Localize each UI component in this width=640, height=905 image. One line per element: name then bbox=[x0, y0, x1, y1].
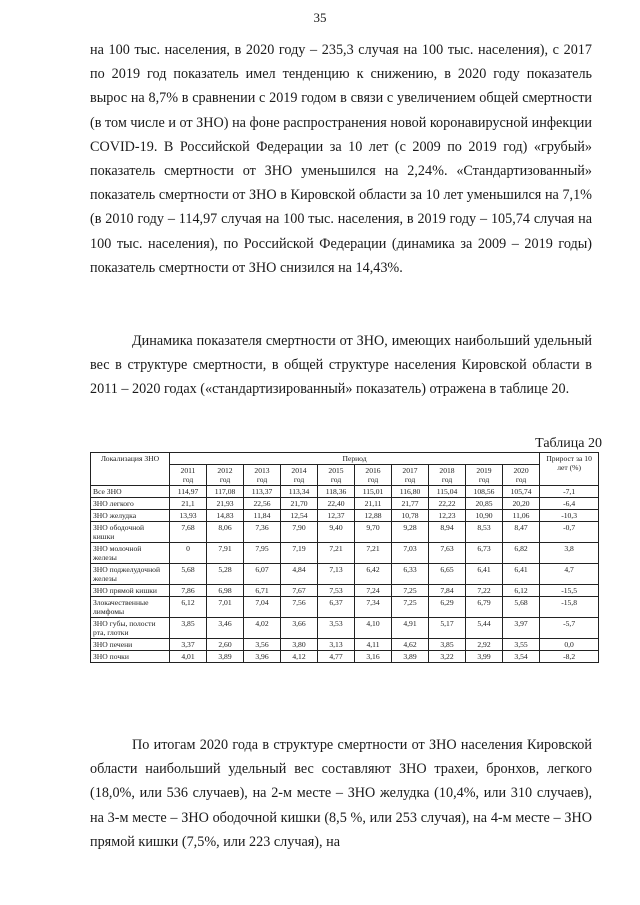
header-year bbox=[318, 465, 355, 486]
year-value: 2020 bbox=[513, 466, 529, 475]
row-value: 0 bbox=[170, 543, 207, 564]
row-value: 7,04 bbox=[244, 597, 281, 618]
row-label: ЗНО желудка bbox=[91, 510, 170, 522]
table-row bbox=[91, 486, 599, 498]
row-value: 113,37 bbox=[244, 486, 281, 498]
year-suffix: год bbox=[219, 475, 231, 484]
header-year bbox=[207, 465, 244, 486]
year-value: 2015 bbox=[328, 466, 344, 475]
row-value: 14,83 bbox=[207, 510, 244, 522]
row-value: 8,53 bbox=[466, 522, 503, 543]
paragraph-table-intro: Динамика показателя смертности от ЗНО, имеющих наибольший удельный вес в структуре смертности, в общей структуре населения Кировской области в 2011 – 2020 годах («стандартизированный» показатель) отражена в таблице 20. bbox=[90, 333, 592, 398]
row-value: 21,1 bbox=[170, 498, 207, 510]
header-year bbox=[466, 465, 503, 486]
row-value: 7,01 bbox=[207, 597, 244, 618]
row-value: 12,54 bbox=[281, 510, 318, 522]
mortality-table bbox=[90, 452, 599, 663]
paragraph-2020-structure: По итогам 2020 года в структуре смертности от ЗНО населения Кировской области наибольший удельный вес составляют ЗНО трахеи, бронхов, легкого (18,0%, или 536 случаев), на 2-м месте – ЗНО желудка (10,4%, или 310 случаев), на 3-м месте – ЗНО ободочной кишки (8,5 %, или 253 случая), на 4-м месте – ЗНО прямой кишки (7,5%, или 223 случая), на bbox=[90, 737, 592, 850]
row-value: 6,65 bbox=[429, 564, 466, 585]
table-row bbox=[91, 639, 599, 651]
year-value: 2011 bbox=[180, 466, 196, 475]
row-value: 7,25 bbox=[392, 585, 429, 597]
year-suffix: год bbox=[330, 475, 342, 484]
table-row bbox=[91, 522, 599, 543]
table-caption: Таблица 20 bbox=[535, 436, 602, 451]
row-value: 4,02 bbox=[244, 618, 281, 639]
year-suffix: год bbox=[441, 475, 453, 484]
row-value: 6,98 bbox=[207, 585, 244, 597]
row-value: 4,10 bbox=[355, 618, 392, 639]
row-value: 7,22 bbox=[466, 585, 503, 597]
row-value: 10,78 bbox=[392, 510, 429, 522]
row-value: 6,41 bbox=[466, 564, 503, 585]
row-value: 3,89 bbox=[207, 651, 244, 663]
row-value: 12,23 bbox=[429, 510, 466, 522]
table-row bbox=[91, 597, 599, 618]
row-growth: -7,1 bbox=[540, 486, 599, 498]
row-growth: 4,7 bbox=[540, 564, 599, 585]
row-label: ЗНО губы, полости рта, глотки bbox=[91, 618, 170, 639]
row-value: 4,62 bbox=[392, 639, 429, 651]
row-growth: -15,5 bbox=[540, 585, 599, 597]
row-value: 2,92 bbox=[466, 639, 503, 651]
row-value: 7,95 bbox=[244, 543, 281, 564]
row-value: 7,91 bbox=[207, 543, 244, 564]
year-suffix: год bbox=[367, 475, 379, 484]
row-value: 115,04 bbox=[429, 486, 466, 498]
row-value: 7,13 bbox=[318, 564, 355, 585]
row-value: 6,73 bbox=[466, 543, 503, 564]
row-value: 21,70 bbox=[281, 498, 318, 510]
row-value: 117,08 bbox=[207, 486, 244, 498]
paragraph-mortality-trend: на 100 тыс. населения, в 2020 году – 235,3 случая на 100 тыс. населения), с 2017 по 2019 год показатель имел тенденцию к снижению, в 2020 году показатель вырос на 8,7% в сравнении с 2019 годом в связи с увеличением общей смертности (в том числе и от ЗНО) на фоне распространения новой коронавирусной инфекции COVID-19. В Российской Федерации за 10 лет (с 2009 по 2019 год) «грубый» показатель смертности от ЗНО уменьшился на 2,24%. «Стандартизованный» показатель смертности от ЗНО в Кировской области за 10 лет уменьшился на 7,1% (в 2010 году – 114,97 случая на 100 тыс. населения, в 2019 году – 105,74 случая на 100 тыс. населения), по Российской Федерации (динамика за 2009 – 2019 годы) показатель смертности от ЗНО снизился на 14,43%. bbox=[90, 42, 592, 276]
header-year bbox=[170, 465, 207, 486]
table-row bbox=[91, 585, 599, 597]
year-value: 2014 bbox=[291, 466, 307, 475]
row-value: 6,71 bbox=[244, 585, 281, 597]
row-value: 21,77 bbox=[392, 498, 429, 510]
row-growth: -15,8 bbox=[540, 597, 599, 618]
row-value: 3,37 bbox=[170, 639, 207, 651]
row-value: 7,03 bbox=[392, 543, 429, 564]
row-value: 7,24 bbox=[355, 585, 392, 597]
table-row bbox=[91, 651, 599, 663]
row-value: 12,88 bbox=[355, 510, 392, 522]
table-row bbox=[91, 564, 599, 585]
row-value: 4,91 bbox=[392, 618, 429, 639]
row-value: 21,93 bbox=[207, 498, 244, 510]
row-value: 6,37 bbox=[318, 597, 355, 618]
year-value: 2013 bbox=[254, 466, 270, 475]
row-label: ЗНО ободочной кишки bbox=[91, 522, 170, 543]
header-year bbox=[244, 465, 281, 486]
row-value: 5,28 bbox=[207, 564, 244, 585]
row-value: 7,84 bbox=[429, 585, 466, 597]
row-label: Все ЗНО bbox=[91, 486, 170, 498]
row-value: 6,42 bbox=[355, 564, 392, 585]
table-row bbox=[91, 498, 599, 510]
row-value: 7,34 bbox=[355, 597, 392, 618]
year-value: 2016 bbox=[365, 466, 381, 475]
row-value: 7,67 bbox=[281, 585, 318, 597]
row-label: ЗНО легкого bbox=[91, 498, 170, 510]
row-value: 22,22 bbox=[429, 498, 466, 510]
row-value: 118,36 bbox=[318, 486, 355, 498]
row-value: 6,41 bbox=[503, 564, 540, 585]
row-value: 8,94 bbox=[429, 522, 466, 543]
row-value: 13,93 bbox=[170, 510, 207, 522]
row-value: 3,54 bbox=[503, 651, 540, 663]
header-year bbox=[503, 465, 540, 486]
mortality-table-container bbox=[90, 452, 598, 663]
table-row bbox=[91, 618, 599, 639]
row-label: ЗНО молочной железы bbox=[91, 543, 170, 564]
row-value: 3,22 bbox=[429, 651, 466, 663]
table-row bbox=[91, 543, 599, 564]
row-value: 6,07 bbox=[244, 564, 281, 585]
header-growth: Прирост за 10 лет (%) bbox=[540, 453, 599, 486]
row-value: 3,85 bbox=[170, 618, 207, 639]
year-suffix: год bbox=[293, 475, 305, 484]
header-year bbox=[429, 465, 466, 486]
row-growth: 3,8 bbox=[540, 543, 599, 564]
row-value: 4,84 bbox=[281, 564, 318, 585]
row-value: 8,47 bbox=[503, 522, 540, 543]
row-growth: -8,2 bbox=[540, 651, 599, 663]
row-value: 6,12 bbox=[503, 585, 540, 597]
row-value: 12,37 bbox=[318, 510, 355, 522]
row-value: 4,11 bbox=[355, 639, 392, 651]
row-value: 9,70 bbox=[355, 522, 392, 543]
row-growth: -6,4 bbox=[540, 498, 599, 510]
row-value: 3,80 bbox=[281, 639, 318, 651]
row-growth: -10,3 bbox=[540, 510, 599, 522]
row-growth: 0,0 bbox=[540, 639, 599, 651]
row-value: 7,36 bbox=[244, 522, 281, 543]
row-value: 7,25 bbox=[392, 597, 429, 618]
row-value: 105,74 bbox=[503, 486, 540, 498]
row-value: 113,34 bbox=[281, 486, 318, 498]
row-value: 7,21 bbox=[318, 543, 355, 564]
row-value: 6,12 bbox=[170, 597, 207, 618]
row-value: 7,21 bbox=[355, 543, 392, 564]
row-value: 3,16 bbox=[355, 651, 392, 663]
row-value: 7,68 bbox=[170, 522, 207, 543]
row-value: 3,97 bbox=[503, 618, 540, 639]
row-value: 5,68 bbox=[170, 564, 207, 585]
row-value: 8,06 bbox=[207, 522, 244, 543]
row-growth: -0,7 bbox=[540, 522, 599, 543]
row-growth: -5,7 bbox=[540, 618, 599, 639]
header-localization: Локализация ЗНО bbox=[91, 453, 170, 486]
year-value: 2012 bbox=[217, 466, 233, 475]
row-value: 108,56 bbox=[466, 486, 503, 498]
year-suffix: год bbox=[256, 475, 268, 484]
row-value: 114,97 bbox=[170, 486, 207, 498]
row-value: 5,68 bbox=[503, 597, 540, 618]
year-suffix: год bbox=[182, 475, 194, 484]
row-value: 3,56 bbox=[244, 639, 281, 651]
row-value: 3,85 bbox=[429, 639, 466, 651]
header-year bbox=[355, 465, 392, 486]
row-value: 4,12 bbox=[281, 651, 318, 663]
row-value: 3,96 bbox=[244, 651, 281, 663]
row-value: 3,55 bbox=[503, 639, 540, 651]
row-value: 115,01 bbox=[355, 486, 392, 498]
header-year bbox=[392, 465, 429, 486]
row-value: 9,40 bbox=[318, 522, 355, 543]
row-value: 4,01 bbox=[170, 651, 207, 663]
table-row bbox=[91, 510, 599, 522]
row-value: 21,11 bbox=[355, 498, 392, 510]
header-period: Период bbox=[170, 453, 540, 465]
row-value: 7,90 bbox=[281, 522, 318, 543]
row-value: 116,80 bbox=[392, 486, 429, 498]
row-value: 2,60 bbox=[207, 639, 244, 651]
row-value: 3,99 bbox=[466, 651, 503, 663]
row-label: ЗНО прямой кишки bbox=[91, 585, 170, 597]
header-year bbox=[281, 465, 318, 486]
row-label: ЗНО печени bbox=[91, 639, 170, 651]
row-value: 3,13 bbox=[318, 639, 355, 651]
row-label: Злокачественные лимфомы bbox=[91, 597, 170, 618]
row-value: 5,44 bbox=[466, 618, 503, 639]
row-value: 5,17 bbox=[429, 618, 466, 639]
row-label: ЗНО поджелудочной железы bbox=[91, 564, 170, 585]
row-value: 7,56 bbox=[281, 597, 318, 618]
row-value: 22,40 bbox=[318, 498, 355, 510]
row-value: 6,33 bbox=[392, 564, 429, 585]
year-suffix: год bbox=[478, 475, 490, 484]
row-value: 3,46 bbox=[207, 618, 244, 639]
row-value: 6,29 bbox=[429, 597, 466, 618]
year-suffix: год bbox=[404, 475, 416, 484]
year-value: 2017 bbox=[402, 466, 418, 475]
year-value: 2019 bbox=[476, 466, 492, 475]
row-value: 7,53 bbox=[318, 585, 355, 597]
table-body bbox=[91, 486, 599, 663]
row-value: 7,86 bbox=[170, 585, 207, 597]
row-value: 22,56 bbox=[244, 498, 281, 510]
row-value: 20,20 bbox=[503, 498, 540, 510]
row-value: 3,89 bbox=[392, 651, 429, 663]
row-value: 4,77 bbox=[318, 651, 355, 663]
row-label: ЗНО почки bbox=[91, 651, 170, 663]
row-value: 11,84 bbox=[244, 510, 281, 522]
row-value: 3,66 bbox=[281, 618, 318, 639]
page-number: 35 bbox=[313, 10, 327, 25]
row-value: 20,85 bbox=[466, 498, 503, 510]
row-value: 7,19 bbox=[281, 543, 318, 564]
year-value: 2018 bbox=[439, 466, 455, 475]
row-value: 10,90 bbox=[466, 510, 503, 522]
row-value: 11,06 bbox=[503, 510, 540, 522]
row-value: 3,53 bbox=[318, 618, 355, 639]
year-suffix: год bbox=[515, 475, 527, 484]
row-value: 7,63 bbox=[429, 543, 466, 564]
row-value: 6,79 bbox=[466, 597, 503, 618]
row-value: 9,28 bbox=[392, 522, 429, 543]
row-value: 6,82 bbox=[503, 543, 540, 564]
